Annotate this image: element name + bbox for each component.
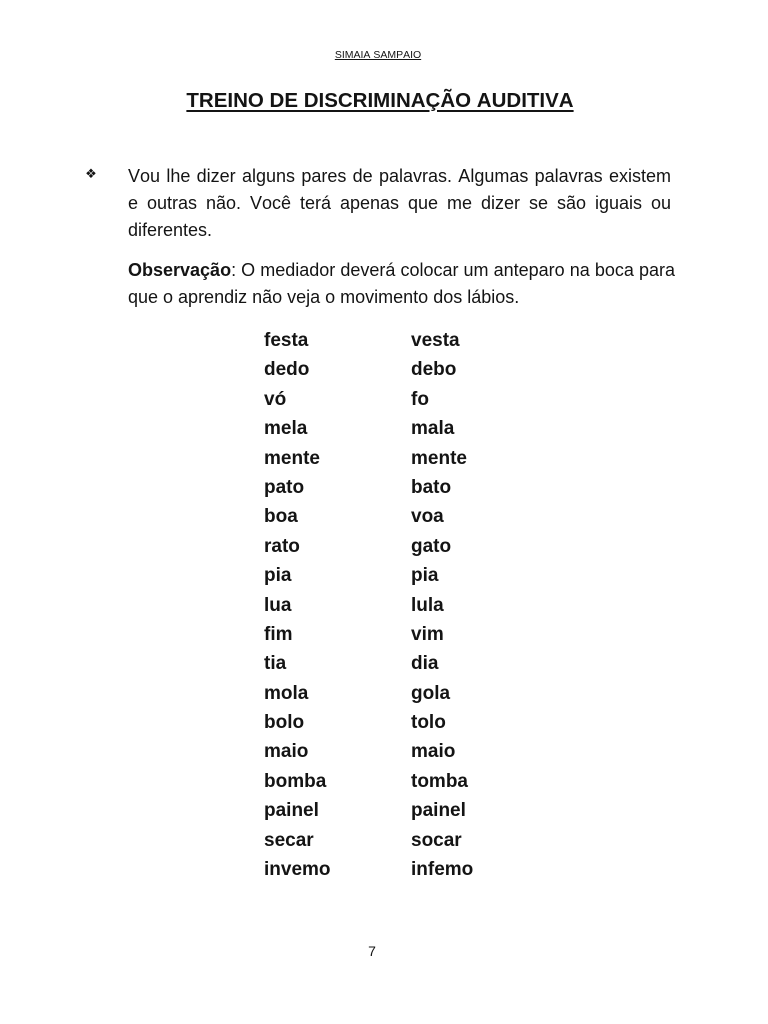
word-right: tomba [411,770,468,792]
word-right: lula [411,594,444,616]
word-right: socar [411,829,462,851]
word-pair-row [0,800,768,822]
word-pair-row [0,506,768,528]
page-number: 7 [368,943,376,959]
word-left: bomba [264,770,327,792]
observation-label: Observação [128,260,232,280]
instruction-line: Vou lhe dizer alguns pares de palavras. Algumas palavras existem [128,166,671,186]
word-pair-row [0,330,768,352]
word-pair-row [0,448,768,470]
word-pair-row [0,771,768,793]
word-pair-row [0,624,768,646]
word-left: maio [264,741,309,763]
word-right: gato [411,535,452,557]
word-pair-row [0,389,768,411]
word-pair-row [0,565,768,587]
word-left: tia [264,653,287,675]
word-right: fo [411,388,429,410]
word-right: pia [411,565,439,587]
word-right: vesta [411,330,460,351]
header-author: SIMAIA SAMPAIO [334,49,422,61]
word-left: vó [264,388,287,410]
word-right: infemo [411,859,474,881]
observation-line [128,257,675,284]
word-right: voa [411,506,444,528]
word-left: festa [264,330,309,351]
word-pair-row [0,418,768,440]
word-pair-row [0,595,768,617]
word-right: mala [411,418,455,440]
word-left: boa [264,506,298,528]
word-left: fim [264,623,293,645]
word-pair-row [0,859,768,881]
word-pair-row [0,653,768,675]
instruction-line: e outras não. Você terá apenas que me dizer se são iguais ou [128,193,671,213]
instruction-paragraph [128,163,671,244]
word-pair-row [0,477,768,499]
word-pair-row [0,683,768,705]
word-pair-row [0,741,768,763]
word-pair-row [0,536,768,558]
word-right: bato [411,476,452,498]
page-title: TREINO DE DISCRIMINAÇÃO AUDITIVA [186,89,574,112]
observation-paragraph [128,257,675,311]
word-left: mente [264,447,320,469]
word-left: mela [264,418,308,440]
word-pair-row [0,712,768,734]
word-right: painel [411,800,466,822]
word-left: bolo [264,712,305,734]
word-right: tolo [411,712,446,734]
instruction-line: diferentes. [128,220,213,240]
word-left: lua [264,594,292,616]
word-right: debo [411,359,457,381]
word-pair-list [0,330,768,890]
observation-text: : O mediador deverá colocar um anteparo na boca para [231,260,675,280]
word-pair-row [0,830,768,852]
word-left: pia [264,565,292,587]
word-left: secar [264,829,314,851]
word-left: rato [264,535,300,557]
word-left: dedo [264,359,310,381]
word-right: vim [411,623,444,645]
diamond-bullet-icon: ❖ [85,167,97,182]
word-left: painel [264,800,319,822]
word-left: mola [264,682,309,704]
word-right: dia [411,653,439,675]
word-right: maio [411,741,456,763]
word-left: pato [264,476,305,498]
word-right: mente [411,447,467,469]
word-right: gola [411,682,451,704]
observation-line: que o aprendiz não veja o movimento dos lábios. [128,287,520,307]
word-left: invemo [264,859,331,881]
word-pair-row [0,359,768,381]
